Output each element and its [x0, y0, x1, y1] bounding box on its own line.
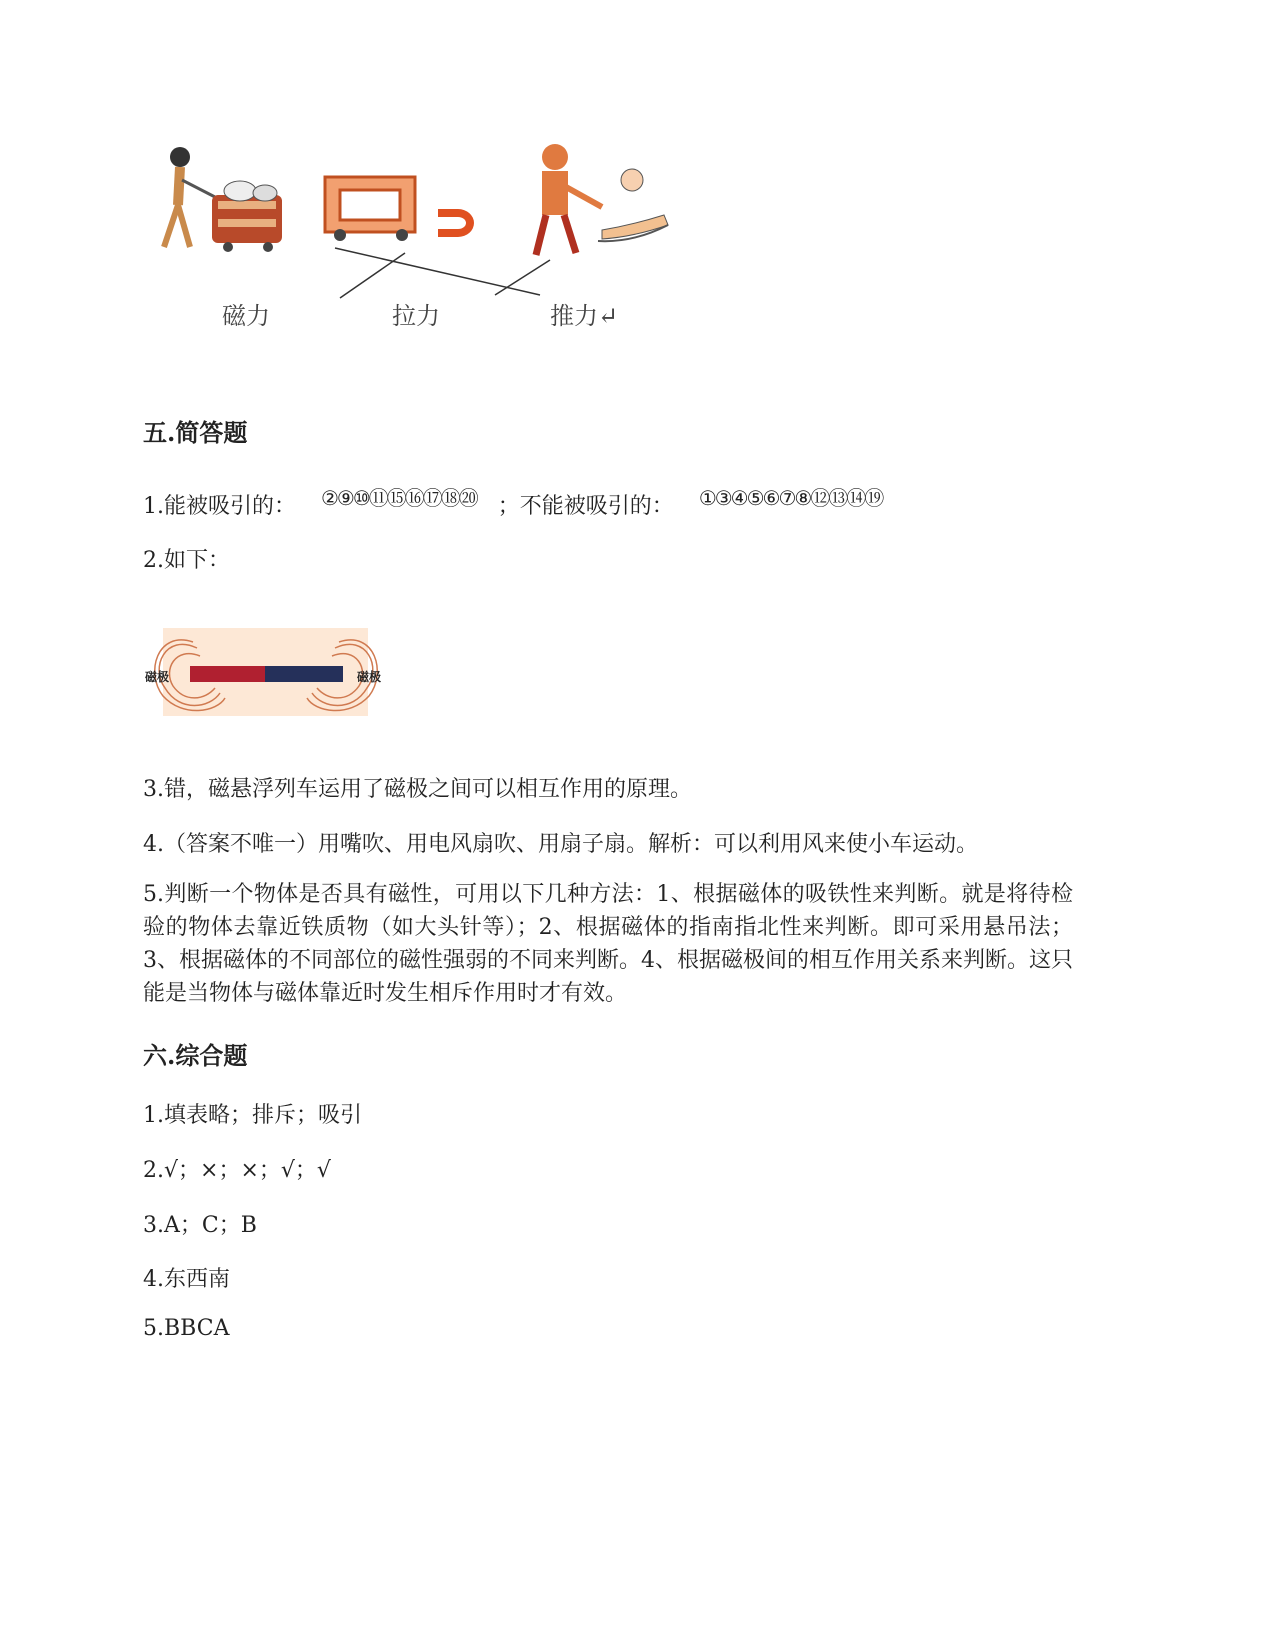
magnet-pole-right-label: 磁极: [357, 670, 382, 684]
section6-heading: 六.综合题: [143, 1041, 248, 1070]
section5-heading: 五.简答题: [143, 418, 248, 447]
answer-6-3: 3.A；C；B: [143, 1213, 257, 1238]
cart-with-magnet-picture: [325, 177, 474, 241]
match-line-2: [340, 253, 405, 298]
answer-5-1-separator: ；不能被吸引的：: [497, 494, 674, 519]
answer-6-1: 1.填表略；排斥；吸引: [143, 1103, 362, 1128]
answer-5-2: 2.如下：: [143, 548, 230, 573]
match-line-1: [335, 248, 540, 295]
answer-5-1-prefix: 1.能被吸引的：: [143, 494, 296, 519]
bar-magnet-figure: [145, 628, 390, 718]
label-pushing-force: 推力↵: [550, 302, 619, 330]
not-attracted-items: ①③④⑤⑥⑦⑧⑫⑬⑭⑲: [698, 486, 883, 510]
answer-6-4: 4.东西南: [143, 1267, 230, 1292]
answer-5-3: 3.错，磁悬浮列车运用了磁极之间可以相互作用的原理。: [143, 777, 692, 802]
label-pulling-force: 拉力: [392, 302, 440, 330]
boy-with-cart-picture: [164, 147, 282, 252]
bar-magnet-picture: [145, 628, 390, 718]
answer-5-5: 5.判断一个物体是否具有磁性，可用以下几种方法：1、根据磁体的吸铁性来判断。就是将待检验的物体去靠近铁质物（如大头针等）；2、根据磁体的指南指北性来判断。即可采用悬吊法；3、根据磁体的不同部位的磁性强弱的不同来判断。4、根据磁极间的相互作用关系来判断。这只能是当物体与磁体靠近时发生相斥作用时才有效。: [143, 882, 1073, 1006]
magnet-pole-left-label: 磁极: [145, 670, 170, 684]
answer-5-1: [143, 486, 883, 520]
answer-6-2: 2.√；×；×；√；√: [143, 1158, 331, 1183]
attracted-items: ②⑨⑩⑪⑮⑯⑰⑱⑳: [321, 486, 477, 510]
answer-6-5: 5.BBCA: [143, 1316, 230, 1341]
answer-5-4: 4.（答案不唯一）用嘴吹、用电风扇吹、用扇子扇。解析：可以利用风来使小车运动。: [143, 832, 978, 857]
match-line-3: [495, 260, 550, 295]
child-with-sled-picture: [536, 144, 668, 255]
label-magnetic-force: 磁力: [222, 302, 270, 330]
